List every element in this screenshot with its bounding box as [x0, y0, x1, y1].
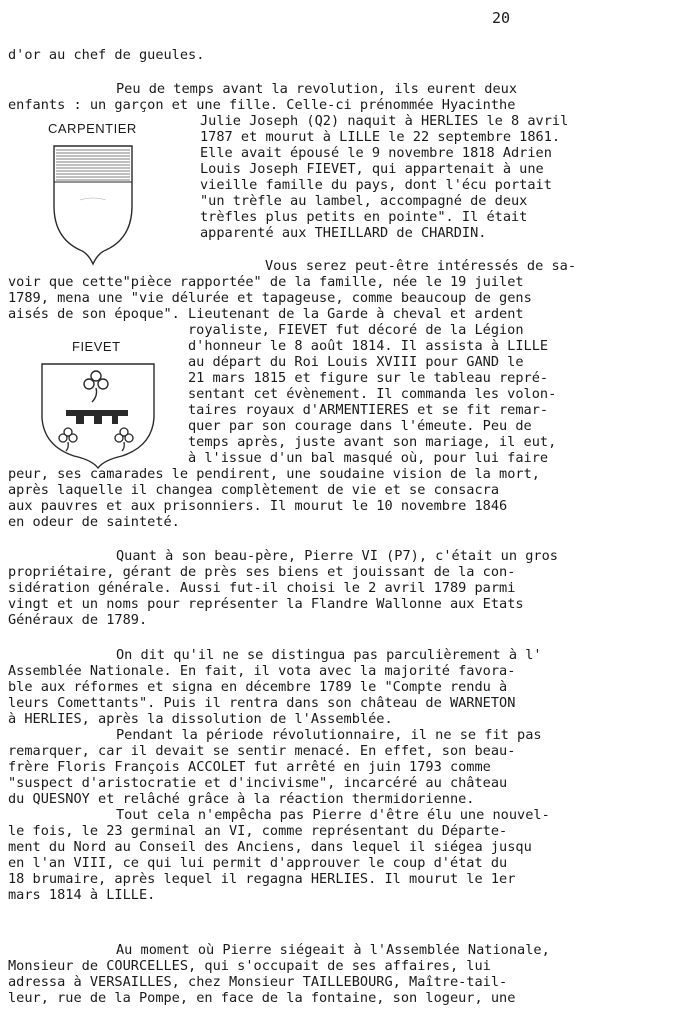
text-line: vingt et un noms pour représenter la Flandre Wallonne aux Etats — [8, 596, 524, 612]
text-line: du QUESNOY et relâché grâce à la réaction thermidorienne. — [8, 791, 475, 807]
text-line: Au moment où Pierre siégeait à l'Assemblée Nationale, — [116, 942, 550, 958]
text-line: 1789, mena une "vie délurée et tapageuse, comme beaucoup de gens — [8, 290, 532, 306]
text-line: voir que cette"pièce rapportée" de la famille, née le 19 juilet — [8, 274, 524, 290]
text-line: enfants : un garçon et une fille. Celle-ci prénommée Hyacinthe — [8, 97, 516, 113]
text-line: en l'an VIII, ce qui lui permit d'approuver le coup d'état du — [8, 855, 508, 871]
text-line: Assemblée Nationale. En fait, il vota avec la majorité favora- — [8, 663, 516, 679]
text-line: Louis Joseph FIEVET, qui appartenait à une — [200, 161, 544, 177]
text-line: propriétaire, gérant de près ses biens et jouissant de la con- — [8, 564, 516, 580]
text-line: mars 1814 à LILLE. — [8, 887, 156, 903]
text-line: d'or au chef de gueules. — [8, 47, 205, 63]
text-line: "un trèfle au lambel, accompagné de deux — [200, 193, 528, 209]
text-line: Quant à son beau-père, Pierre VI (P7), c'était un gros — [116, 548, 558, 564]
text-line: Peu de temps avant la revolution, ils eurent deux — [116, 81, 518, 97]
text-line: frère Floris François ACCOLET fut arrêté en juin 1793 comme — [8, 759, 491, 775]
text-line: d'honneur le 8 août 1814. Il assista à LILLE — [188, 338, 549, 354]
text-line: ment du Nord au Conseil des Anciens, dans lequel il siégea jusqu — [8, 839, 532, 855]
text-line: sentant cet évènement. Il commanda les volon- — [188, 386, 557, 402]
text-line: "suspect d'aristocratie et d'incivisme", incarcéré au château — [8, 775, 508, 791]
text-line: le fois, le 23 germinal an VI, comme représentant du Départe- — [8, 823, 508, 839]
carpentier-shield-icon — [50, 142, 136, 266]
text-line: aux pauvres et aux prisonniers. Il mourut le 10 novembre 1846 — [8, 498, 508, 514]
page-number: 20 — [492, 9, 511, 27]
text-line: royaliste, FIEVET fut décoré de la Légion — [188, 322, 524, 338]
fievet-shield-icon — [38, 360, 158, 470]
text-line: sidération générale. Aussi fut-il choisi le 2 avril 1789 parmi — [8, 580, 516, 596]
text-line: Elle avait épousé le 9 novembre 1818 Adrien — [200, 145, 552, 161]
text-line: à l'issue d'un bal masqué où, pour lui faire — [188, 450, 549, 466]
carpentier-shield-label: CARPENTIER — [48, 121, 137, 136]
text-line: 1787 et mourut à LILLE le 22 septembre 1861. — [200, 129, 561, 145]
text-line: leur, rue de la Pompe, en face de la fontaine, son logeur, une — [8, 990, 516, 1006]
text-line: après laquelle il changea complètement de vie et se consacra — [8, 482, 500, 498]
text-line: peur, ses camarades le pendirent, une soudaine vision de la mort, — [8, 466, 540, 482]
text-line: Julie Joseph (Q2) naquit à HERLIES le 8 avril — [200, 113, 569, 129]
text-line: taires royaux d'ARMENTIERES et se fit remar- — [188, 402, 549, 418]
text-line: trèfles plus petits en pointe". Il était — [200, 209, 528, 225]
text-line: Vous serez peut-être intéressés de sa- — [265, 258, 576, 274]
text-line: On dit qu'il ne se distingua pas parculièrement à l' — [116, 647, 542, 663]
text-line: temps après, juste avant son mariage, il eut, — [188, 434, 557, 450]
text-line: 18 brumaire, après lequel il regagna HERLIES. Il mourut le 1er — [8, 871, 516, 887]
text-line: remarquer, car il devait se sentir menacé. En effet, son beau- — [8, 743, 516, 759]
text-line: quer par son courage dans l'émeute. Peu de — [188, 418, 532, 434]
text-line: leurs Comettants". Puis il rentra dans son château de WARNETON — [8, 695, 516, 711]
text-line: Monsieur de COURCELLES, qui s'occupait de ses affaires, lui — [8, 958, 491, 974]
text-line: vieille famille du pays, dont l'écu portait — [200, 177, 552, 193]
text-line: Pendant la période révolutionnaire, il ne se fit pas — [116, 727, 542, 743]
text-line: en odeur de sainteté. — [8, 514, 180, 530]
text-line: ble aux réformes et signa en décembre 1789 le "Compte rendu à — [8, 679, 508, 695]
fievet-shield-label: FIEVET — [72, 339, 121, 354]
text-line: Tout cela n'empêcha pas Pierre d'être élu une nouvel- — [116, 807, 550, 823]
text-line: à HERLIES, après la dissolution de l'Assemblée. — [8, 711, 393, 727]
text-line: aisés de son époque". Lieutenant de la Garde à cheval et ardent — [8, 306, 524, 322]
text-line: au départ du Roi Louis XVIII pour GAND le — [188, 354, 524, 370]
text-line: adressa à VERSAILLES, chez Monsieur TAILLEBOURG, Maître-tail- — [8, 974, 508, 990]
text-line: apparenté aux THEILLARD de CHARDIN. — [200, 225, 487, 241]
text-line: 21 mars 1815 et figure sur le tableau repré- — [188, 370, 549, 386]
text-line: Généraux de 1789. — [8, 612, 148, 628]
